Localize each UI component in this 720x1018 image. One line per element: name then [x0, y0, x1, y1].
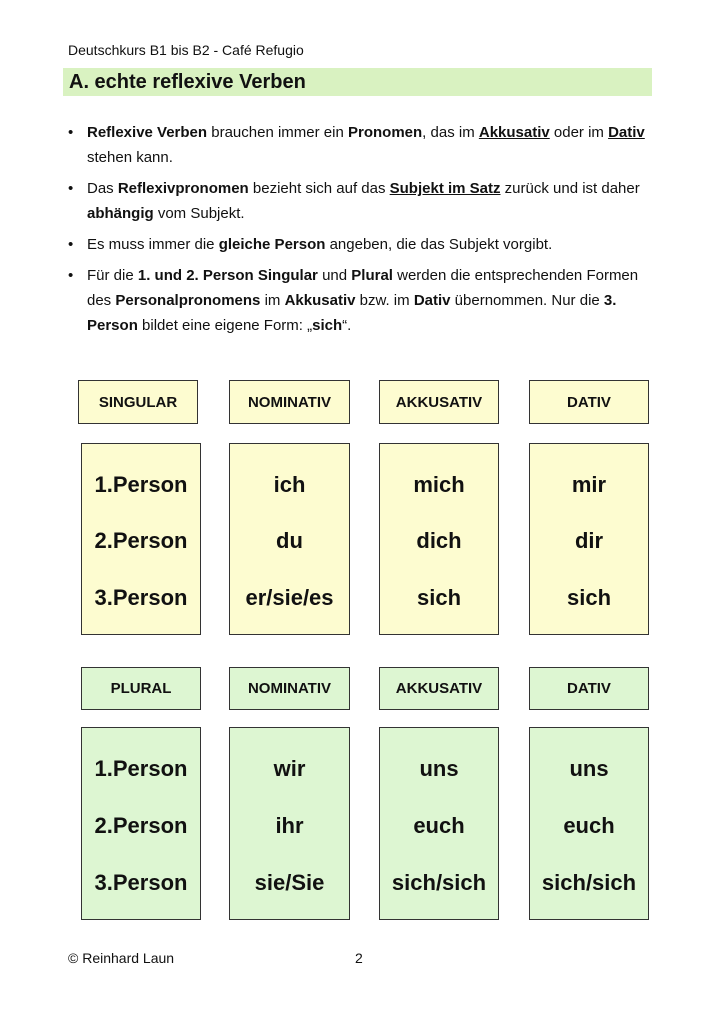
cell: 3.Person: [94, 585, 188, 610]
singular-nominativ-column: [229, 443, 350, 635]
text: im: [260, 292, 285, 309]
text: vom Subjekt.: [153, 205, 245, 222]
bullet-item: [68, 263, 658, 338]
text: brauchen immer ein: [207, 124, 348, 141]
text: stehen kann.: [87, 149, 173, 166]
plural-akkusativ-header: AKKUSATIV: [379, 667, 499, 710]
singular-nominativ-header: NOMINATIV: [229, 380, 350, 424]
cell: 2.Person: [94, 528, 188, 553]
cell: er/sie/es: [245, 585, 334, 610]
cell: 2.Person: [94, 813, 188, 838]
text-bold: Plural: [351, 267, 393, 284]
singular-akkusativ-header: AKKUSATIV: [379, 380, 499, 424]
bullet-dot: •: [68, 124, 74, 141]
cell: 3.Person: [94, 870, 188, 895]
cell: ihr: [275, 813, 304, 838]
bullet-dot: •: [68, 180, 74, 197]
cell: sich: [416, 585, 462, 610]
text-bold: Reflexivpronomen: [117, 180, 249, 197]
text: , das im: [422, 124, 479, 141]
text: bildet eine eigene Form: „: [137, 317, 313, 334]
singular-person-column: [81, 443, 201, 635]
text-underlined: Akkusativ: [478, 124, 550, 141]
cell: mir: [571, 472, 607, 497]
bullet-item: [68, 176, 658, 226]
cell: euch: [413, 813, 465, 838]
cell: 1.Person: [94, 472, 188, 497]
plural-akkusativ-column: [379, 727, 499, 920]
text-underlined: Dativ: [608, 124, 645, 141]
cell: euch: [563, 813, 615, 838]
singular-dativ-header: DATIV: [529, 380, 649, 424]
footer-copyright: © Reinhard Laun: [68, 950, 175, 966]
text: bzw. im: [355, 292, 414, 309]
cell: uns: [569, 756, 609, 781]
cell: sich/sich: [391, 870, 487, 895]
text: “.: [342, 317, 352, 334]
bullet-item: [68, 232, 658, 257]
text-bold: Akkusativ: [284, 292, 356, 309]
plural-dativ-column: [529, 727, 649, 920]
singular-akkusativ-column: [379, 443, 499, 635]
text-bold: 1. und 2. Person Singular: [137, 267, 318, 284]
text-bold: gleiche Person: [218, 236, 326, 253]
text: Für die: [87, 267, 138, 284]
page-number: 2: [355, 950, 363, 966]
section-title: A. echte reflexive Verben: [69, 71, 306, 93]
section-title-bar: [63, 68, 652, 96]
text-underlined: Subjekt im Satz: [389, 180, 501, 197]
bullet-list: [68, 120, 658, 344]
singular-header: SINGULAR: [78, 380, 198, 424]
bullet-item: [68, 120, 658, 170]
text-bold: abhängig: [87, 205, 154, 222]
page-header: Deutschkurs B1 bis B2 - Café Refugio: [68, 42, 304, 58]
plural-person-column: [81, 727, 201, 920]
plural-dativ-header: DATIV: [529, 667, 649, 710]
cell: uns: [419, 756, 459, 781]
text: und: [317, 267, 352, 284]
text: werden die entsprechenden Formen des: [87, 267, 639, 309]
text: übernommen. Nur die: [450, 292, 604, 309]
text-bold: Reflexive Verben: [87, 124, 208, 141]
bullet-dot: •: [68, 236, 74, 253]
text: zurück und ist daher: [500, 180, 640, 197]
text-bold: Pronomen: [347, 124, 423, 141]
cell: mich: [413, 472, 465, 497]
plural-nominativ-header: NOMINATIV: [229, 667, 350, 710]
cell: dir: [574, 528, 604, 553]
text-bold: sich: [312, 317, 343, 334]
singular-dativ-column: [529, 443, 649, 635]
text-bold: Personalpronomens: [115, 292, 261, 309]
text: angeben, die das Subjekt vorgibt.: [325, 236, 553, 253]
cell: du: [276, 528, 303, 553]
cell: wir: [273, 756, 306, 781]
cell: 1.Person: [94, 756, 188, 781]
text: oder im: [549, 124, 609, 141]
text-bold: Dativ: [413, 292, 451, 309]
cell: dich: [416, 528, 462, 553]
cell: sie/Sie: [254, 870, 325, 895]
cell: sich/sich: [541, 870, 637, 895]
text-bold: 3. Person: [87, 292, 617, 334]
cell: sich: [566, 585, 612, 610]
plural-header: PLURAL: [81, 667, 201, 710]
text: Es muss immer die: [87, 236, 219, 253]
text: Das: [87, 180, 118, 197]
cell: ich: [273, 472, 306, 497]
bullet-dot: •: [68, 267, 74, 284]
plural-nominativ-column: [229, 727, 350, 920]
text: bezieht sich auf das: [248, 180, 390, 197]
